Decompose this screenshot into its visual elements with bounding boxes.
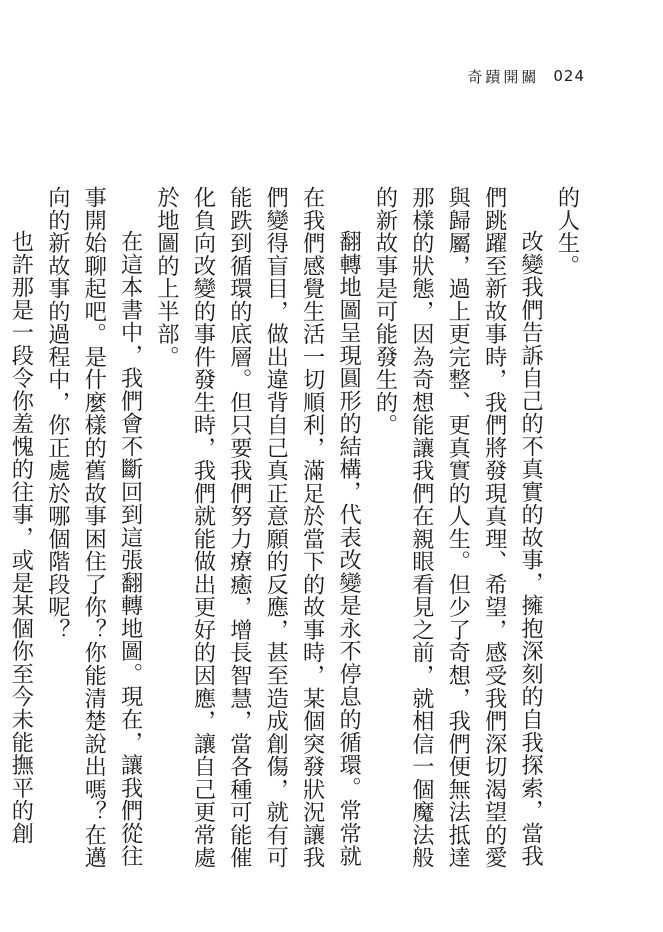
running-header (467, 60, 585, 92)
paragraph-2: 改變我們告訴自己的不真實的故事，擁抱深刻的自我探索，當我們跳躍至新故事時，我們將發現真理、希望，感受我們深切渴望的愛與歸屬，過上更完整、更真實的人生。但少了奇想，我們便無法抵達那樣的狀態，因為奇想能讓我們在親眼看見之前，就相信一個魔法般的新故事是可能發生的。 (371, 186, 544, 869)
body-text (7, 186, 585, 876)
book-title: 奇蹟開關 (467, 67, 540, 86)
paragraph-3: 翻轉地圖呈現圓形的結構，代表改變是永不停息的循環。常常就在我們感覺生活一切順利，滿足於當下的故事時，某個突發狀況讓我們變得盲目，做出違背自己真正意願的反應，甚至造成創傷，就有可能跌到循環的底層。但只要我們努力療癒，增長智慧，當各種可能催化負向改變的事件發生時，我們就能做出更好的因應，讓自己更常處於地圖的上半部。 (153, 186, 362, 869)
paragraph-1: 的人生。 (554, 186, 580, 278)
page-number: 024 (553, 67, 585, 85)
paragraph-5: 也許那是一段令你羞愧的往事，或是某個你至今未能撫平的創 (7, 230, 34, 845)
paragraph-4: 在這本書中，我們會不斷回到這張翻轉地圖。現在，讓我們從往事開始聊起吧。是什麼樣的舊故事困住了你？你能清楚說出嗎？在邁向的新故事的過程中，你正處於哪個階段呢？ (44, 186, 144, 869)
